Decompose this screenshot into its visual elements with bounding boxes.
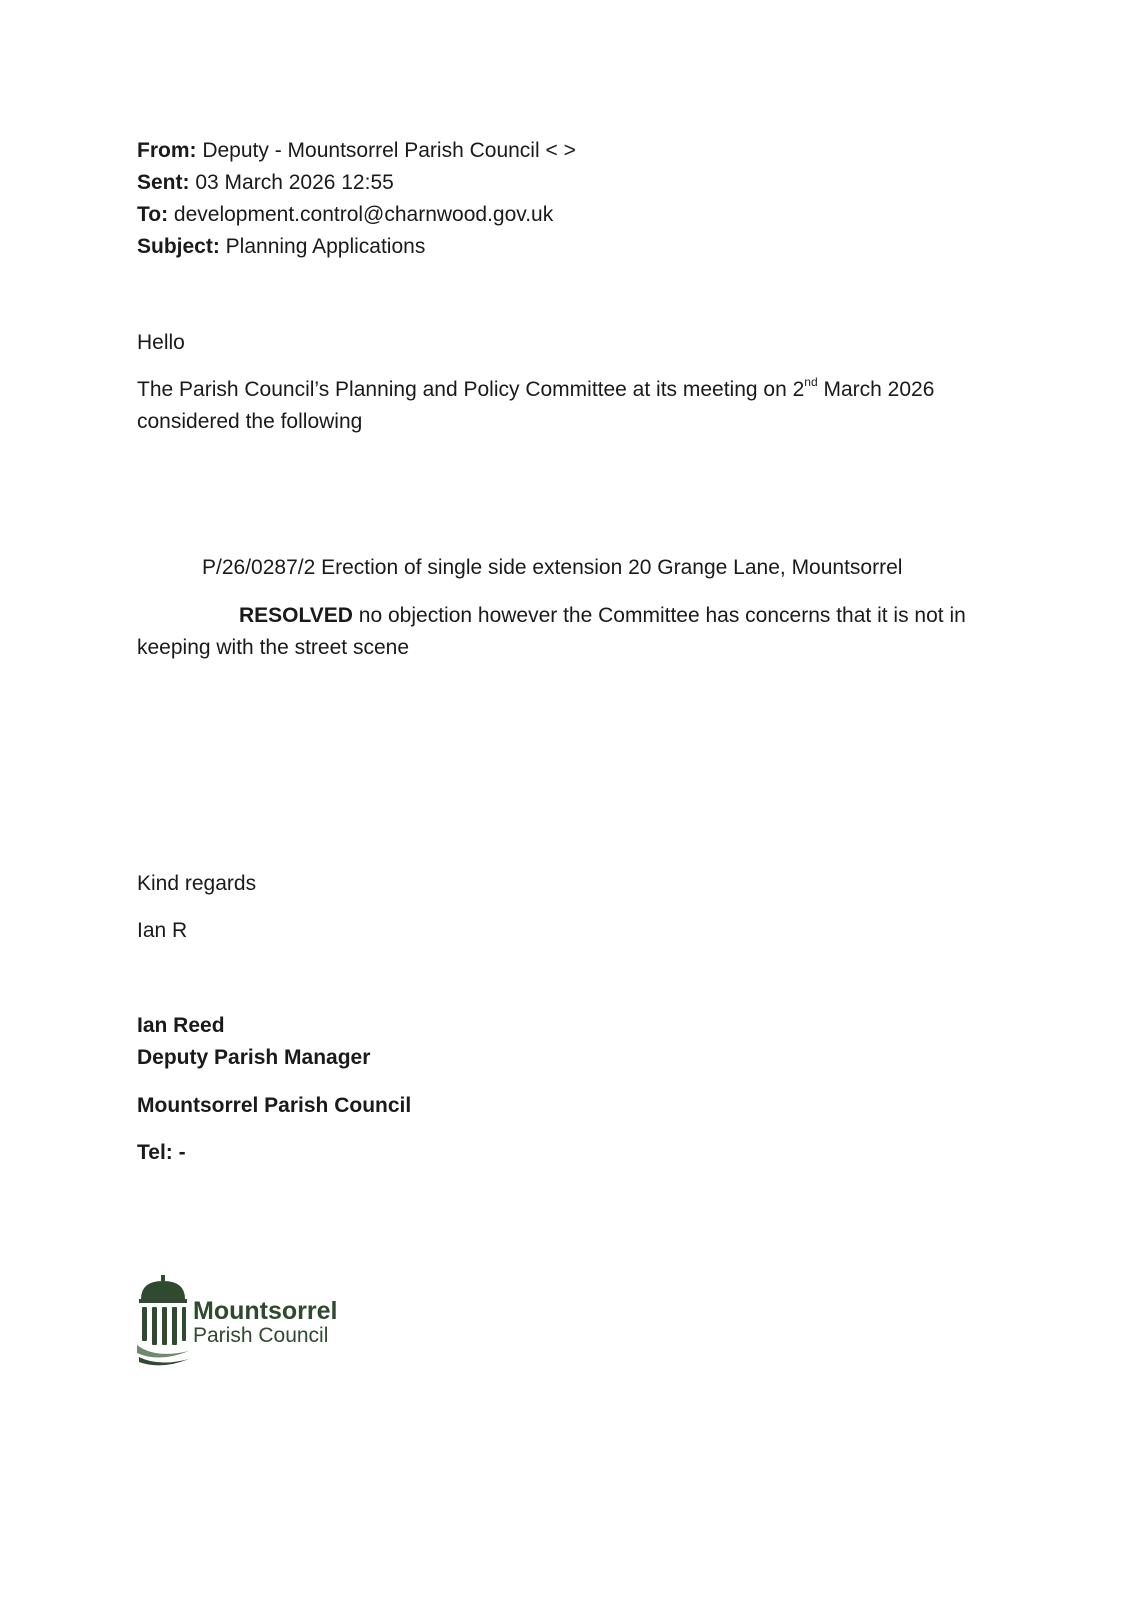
logo-wordmark-line1: Mountsorrel [193,1297,338,1325]
resolution-paragraph [137,600,987,664]
intro-text: The Parish Council’s Planning and Policy Committee at its meeting on 2 [137,378,805,401]
closing: Kind regards [137,872,257,895]
application-reference: P/26/0287/2 Erection of single side extension 20 Grange Lane, Mountsorrel [202,556,903,579]
subject-label: Subject: [137,235,220,258]
to-value: development.control@charnwood.gov.uk [168,203,554,226]
sent-value: 03 March 2026 12:55 [189,171,394,194]
rotunda-pillars-icon [137,1275,189,1370]
resolved-label: RESOLVED [239,604,353,627]
signature-telephone: Tel: - [137,1141,186,1164]
from-label: From: [137,139,197,162]
sent-row [137,167,576,199]
from-value: Deputy - Mountsorrel Parish Council < > [196,139,576,162]
from-row [137,135,576,167]
signature-name: Ian Reed [137,1014,225,1037]
subject-value: Planning Applications [219,235,426,258]
email-header [137,135,576,263]
resolved-text: no objection however the Committee has concerns that it is not in keeping with the street scene [137,604,966,659]
subject-row [137,231,576,263]
logo-wordmark-line2: Parish Council [193,1324,329,1347]
sent-label: Sent: [137,171,190,194]
to-label: To: [137,203,169,226]
sender-initials: Ian R [137,919,188,942]
signature-organisation: Mountsorrel Parish Council [137,1094,412,1117]
mountsorrel-logo [137,1275,357,1370]
signature-title: Deputy Parish Manager [137,1046,371,1069]
intro-paragraph [137,374,987,438]
intro-ordinal: nd [804,375,818,389]
to-row [137,199,576,231]
greeting: Hello [137,331,185,354]
intro-text-end: March 2026 considered the following [137,378,935,433]
